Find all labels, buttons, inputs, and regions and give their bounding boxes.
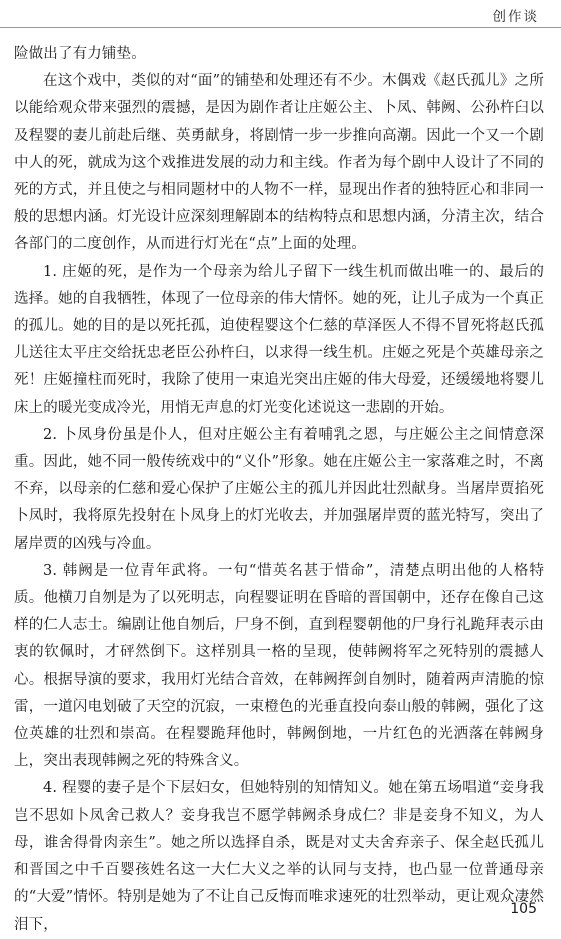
header-title: 创作谈 [492, 9, 539, 25]
paragraph: 3. 韩阙是一位青年武将。一句“惜英名甚于惜命”，清楚点明出他的人格特质。他横刀自刎是为了以死明志，向程婴证明在昏暗的晋国朝中，还存在像自己这样的仁人志士。编剧让他自刎后，尸身不倒，直到程婴朝他的尸身行礼跪拜表示由衷的钦佩时，才砰然倒下。这样别具一格的呈现，使韩阙将军之死特别的震撼人心。根据导演的要求，我用灯光结合音效，在韩阙挥剑自刎时，随着两声清脆的惊雷，一道闪电划破了天空的沉寂，一束橙色的光垂直投向泰山般的韩阙，强化了这位英雄的壮烈和崇高。在程婴跪拜他时，韩阙倒地，一片红色的光洒落在韩阙身上，突出表现韩阙之死的特殊含义。 [14, 562, 544, 770]
paragraph: 在这个戏中，类似的对“面”的铺垫和处理还有不少。木偶戏《赵氏孤儿》之所以能给观众带来强烈的震撼，是因为剧作者让庄姬公主、卜凤、韩阙、公孙杵臼以及程婴的妻儿前赴后继、英勇献身，将剧情一步一步推向高潮。因此一个又一个剧中人的死，就成为这个戏推进发展的动力和主线。作者为每个剧中人设计了不同的死的方式，并且使之与相同题材中的人物不一样，显现出作者的独特匠心和非同一般的思想内涵。灯光设计应深刻理解剧本的结构特点和思想内涵，分清主次，结合各部门的二度创作，从而进行灯光在“点”上面的处理。 [14, 73, 544, 253]
paragraph: 4. 程婴的妻子是个下层妇女，但她特别的知情知义。她在第五场唱道“妾身我岂不思如卜凤舍己救人？妾身我岂不愿学韩阙杀身成仁？非是妾身不知义，为人母，谁舍得骨肉亲生”。她之所以选择自杀，既是对丈夫舍弃亲子、保全赵氏孤儿和晋国之中千百婴孩姓名这一大仁大义之举的认同与支持，也凸显一位普通母亲的“大爱”情怀。特别是她为了不让自己反悔而唯求速死的壮烈举动，更让观众凄然泪下， [14, 780, 544, 933]
paragraph-continuation: 险做出了有力铺垫。 [14, 46, 146, 62]
header-rule [0, 27, 561, 28]
body-text [14, 41, 544, 939]
paragraph: 2. 卜凤身份虽是仆人，但对庄姬公主有着哺乳之恩，与庄姬公主之间情意深重。因此，她不同一般传统戏中的“义仆”形象。她在庄姬公主一家落难之时，不离不弃，以母亲的仁慈和爱心保护了庄姬公主的孤儿并因此壮烈献身。当屠岸贾掐死卜凤时，我将原先投射在卜凤身上的灯光收去，并加强屠岸贾的蓝光特写，突出了屠岸贾的凶残与冷血。 [14, 426, 544, 552]
page-header [0, 0, 561, 30]
paragraph: 1. 庄姬的死，是作为一个母亲为给儿子留下一线生机而做出唯一的、最后的选择。她的自我牺牲，体现了一位母亲的伟大情怀。她的死，让儿子成为一个真正的孤儿。她的目的是以死托孤，迫使程婴这个仁慈的草泽医人不得不冒死将赵氏孤儿送往太平庄交给抚忠老臣公孙杵臼，以求得一线生机。庄姬之死是个英雄母亲之死！庄姬撞柱而死时，我除了使用一束追光突出庄姬的伟大母爱，还缓缓地将婴儿床上的暖光变成冷光，用悄无声息的灯光变化述说这一悲剧的开始。 [14, 263, 544, 416]
page-number: 105 [510, 901, 537, 917]
